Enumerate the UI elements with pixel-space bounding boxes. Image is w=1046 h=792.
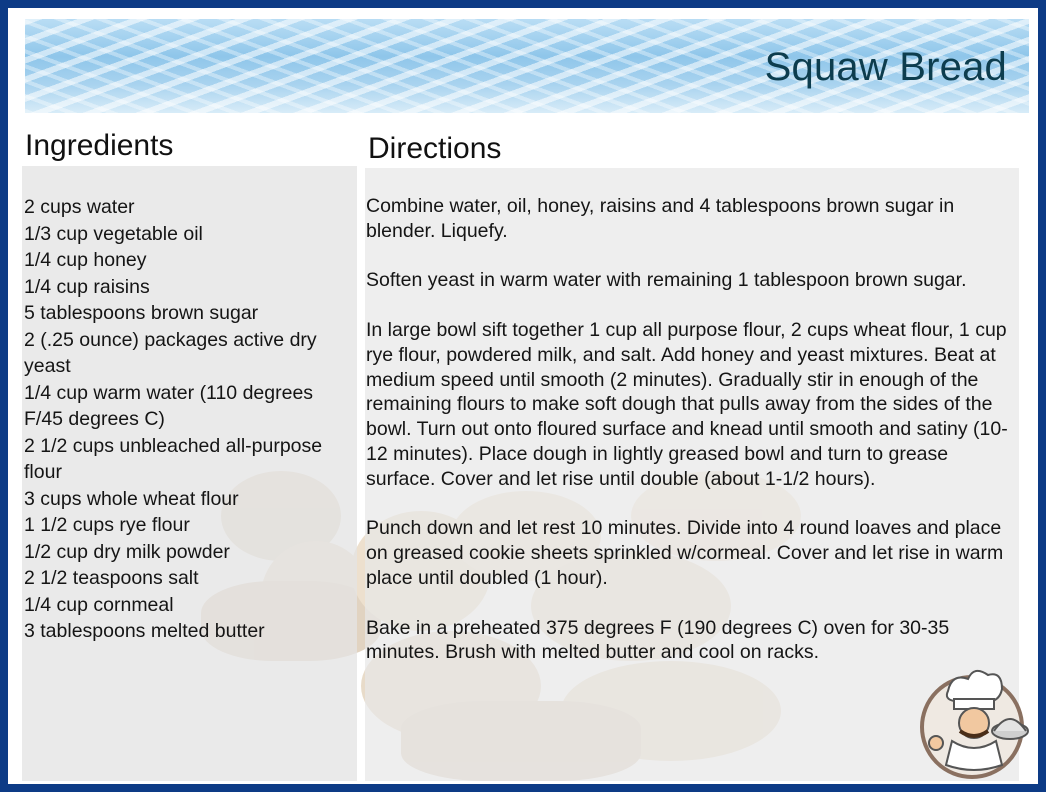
ingredient-item: 1/4 cup warm water (110 degrees F/45 degrees C) [24,381,314,430]
direction-step: Soften yeast in warm water with remaining 1 tablespoon brown sugar. [366,269,967,292]
ingredient-item: 1/2 cup dry milk powder [24,540,230,563]
ingredient-item: 1 1/2 cups rye flour [24,514,190,536]
ingredient-item: 2 (.25 ounce) packages active dry yeast [24,328,317,377]
directions-heading: Directions [368,132,502,165]
direction-step: Punch down and let rest 10 minutes. Divide into 4 round loaves and place on greased cookie sheets sprinkled w/cormeal. Cover and let rise in warm place until doubled (1 hour). [366,517,1004,589]
ingredient-item: 2 cups water [24,196,135,218]
ingredient-item: 1/4 cup raisins [24,275,150,298]
ingredient-item: 3 tablespoons melted butter [24,620,265,642]
ingredient-item: 1/3 cup vegetable oil [24,222,203,245]
ingredient-item: 5 tablespoons brown sugar [24,302,259,324]
ingredient-item: 2 1/2 cups unbleached all-purpose flour [24,434,323,483]
direction-step: Combine water, oil, honey, raisins and 4 tablespoons brown sugar in blender. Liquefy. [366,195,955,242]
ingredients-heading: Ingredients [25,129,174,162]
recipe-slide [8,8,1038,784]
directions-text [366,194,1016,690]
title-banner [25,19,1029,113]
chef-logo-icon [914,661,1032,781]
ingredient-item: 1/4 cup cornmeal [24,593,174,616]
page-title: Squaw Bread [764,45,1007,89]
direction-step: In large bowl sift together 1 cup all purpose flour, 2 cups wheat flour, 1 cup rye flour, powdered milk, and salt. Add honey and yeast mixtures. Beat at medium speed until smooth (2 minutes). Gradually stir in enough of the remaining flours to make soft dough that pulls away from the sides of the bowl. Turn out onto floured surface and knead until smooth and satiny (10-12 minutes). Place dough in lightly greased bowl and turn to grease surface. Cover and let rise until double (about 1-1/2 hours). [366,318,1008,490]
ingredient-item: 3 cups whole wheat flour [24,487,239,510]
ingredient-item: 1/4 cup honey [24,249,147,271]
direction-step: Bake in a preheated 375 degrees F (190 degrees C) oven for 30-35 minutes. Brush with melted butter and cool on racks. [366,616,950,664]
ingredient-item: 2 1/2 teaspoons salt [24,567,199,589]
ingredients-list [24,194,356,645]
